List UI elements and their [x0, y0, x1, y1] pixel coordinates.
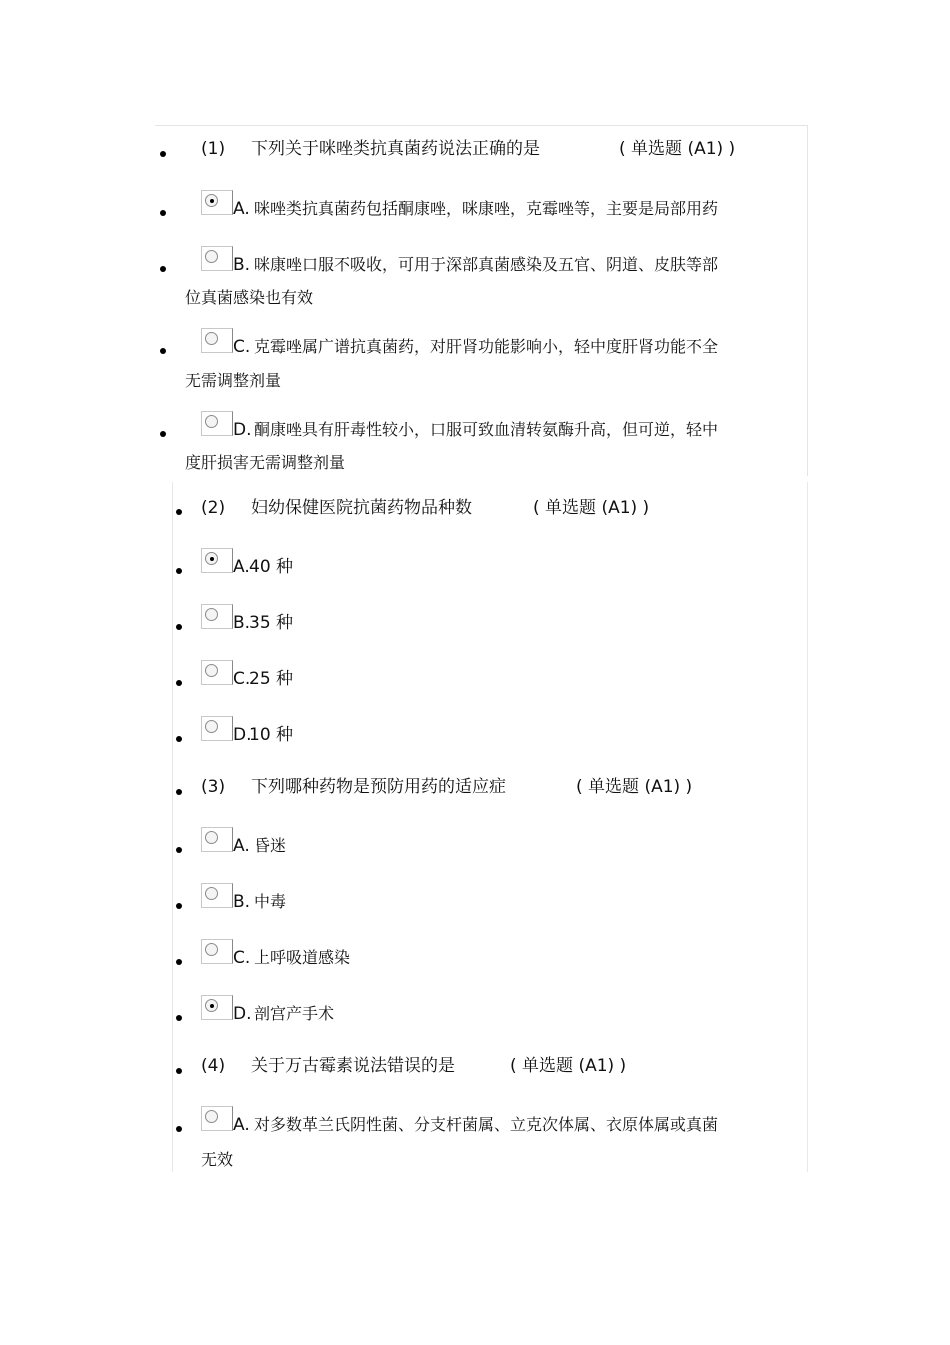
option-letter: C.	[233, 948, 251, 968]
question-stem: 下列哪种药物是预防用药的适应症	[251, 777, 506, 797]
radio-q3-b[interactable]	[201, 883, 233, 908]
radio-circle	[205, 608, 218, 621]
bullet	[176, 1015, 182, 1021]
radio-circle	[205, 415, 218, 428]
option-letter: D.	[233, 1004, 252, 1024]
radio-circle	[205, 332, 218, 345]
radio-circle	[205, 250, 218, 263]
bullet	[176, 789, 182, 795]
option-text: 克霉唑属广谱抗真菌药，对肝肾功能影响小，轻中度肝肾功能不全	[254, 337, 719, 356]
option-text: 35 种	[249, 613, 294, 633]
bullet	[176, 959, 182, 965]
question-number: (2)	[201, 498, 226, 518]
option-text-continued: 无需调整剂量	[185, 371, 282, 390]
radio-q3-a[interactable]	[201, 827, 233, 852]
option-text: 中毒	[254, 892, 287, 911]
option-letter: A.	[233, 199, 250, 219]
option-letter: C.	[233, 337, 251, 357]
radio-circle	[205, 943, 218, 956]
radio-selected-dot	[210, 1004, 214, 1008]
radio-q2-a[interactable]	[201, 548, 233, 573]
option-letter: A.	[233, 1115, 250, 1135]
option-text: 上呼吸道感染	[254, 948, 351, 967]
radio-circle	[205, 720, 218, 733]
bullet	[160, 348, 166, 354]
radio-q3-c[interactable]	[201, 939, 233, 964]
option-text: 10 种	[249, 725, 294, 745]
bullet	[176, 847, 182, 853]
option-letter: D.	[233, 725, 252, 745]
radio-q1-c[interactable]	[201, 328, 233, 353]
question-type: ( 单选题 (A1) )	[510, 1056, 627, 1076]
option-letter: C.	[233, 669, 251, 689]
radio-circle	[205, 887, 218, 900]
option-text: 咪康唑口服不吸收，可用于深部真菌感染及五官、阴道、皮肤等部	[254, 255, 719, 274]
bullet	[160, 431, 166, 437]
bullet	[176, 736, 182, 742]
radio-q2-d[interactable]	[201, 716, 233, 741]
option-text: 酮康唑具有肝毒性较小，口服可致血清转氨酶升高，但可逆，轻中	[254, 420, 719, 439]
question-type: ( 单选题 (A1) )	[619, 139, 736, 159]
question-stem: 关于万古霉素说法错误的是	[251, 1056, 455, 1076]
bullet	[176, 903, 182, 909]
option-letter: B.	[233, 255, 251, 275]
radio-q3-d[interactable]	[201, 995, 233, 1020]
radio-circle	[205, 999, 218, 1012]
bullet	[176, 624, 182, 630]
bullet	[160, 210, 166, 216]
radio-circle	[205, 194, 218, 207]
bullet	[176, 568, 182, 574]
option-letter: B.	[233, 613, 251, 633]
option-letter: D.	[233, 420, 252, 440]
bullet	[160, 266, 166, 272]
option-text: 咪唑类抗真菌药包括酮康唑，咪康唑，克霉唑等，主要是局部用药	[254, 199, 719, 218]
radio-circle	[205, 552, 218, 565]
bullet	[176, 1126, 182, 1132]
radio-selected-dot	[210, 557, 214, 561]
radio-q2-b[interactable]	[201, 604, 233, 629]
option-text: 昏迷	[254, 836, 287, 855]
option-text: 40 种	[249, 557, 294, 577]
option-text: 对多数革兰氏阴性菌、分支杆菌属、立克次体属、衣原体属或真菌	[254, 1115, 719, 1134]
bullet	[176, 509, 182, 515]
option-text-continued: 无效	[201, 1150, 234, 1169]
question-number: (3)	[201, 777, 226, 797]
radio-selected-dot	[210, 199, 214, 203]
option-letter: A.	[233, 836, 250, 856]
radio-q1-a[interactable]	[201, 190, 233, 215]
question-stem: 妇幼保健医院抗菌药物品种数	[251, 498, 472, 518]
question-number: (4)	[201, 1056, 226, 1076]
bullet	[160, 151, 166, 157]
radio-q2-c[interactable]	[201, 660, 233, 685]
option-text: 25 种	[249, 669, 294, 689]
radio-q4-a[interactable]	[201, 1106, 233, 1131]
radio-circle	[205, 831, 218, 844]
option-letter: A.	[233, 557, 250, 577]
option-text-continued: 位真菌感染也有效	[185, 288, 314, 307]
bullet	[176, 1068, 182, 1074]
radio-circle	[205, 664, 218, 677]
option-text: 剖宫产手术	[254, 1004, 335, 1023]
radio-circle	[205, 1110, 218, 1123]
radio-q1-d[interactable]	[201, 411, 233, 436]
question-number: (1)	[201, 139, 226, 159]
option-text-continued: 度肝损害无需调整剂量	[185, 453, 346, 472]
question-stem: 下列关于咪唑类抗真菌药说法正确的是	[251, 139, 540, 159]
radio-q1-b[interactable]	[201, 246, 233, 271]
question-type: ( 单选题 (A1) )	[576, 777, 693, 797]
option-letter: B.	[233, 892, 251, 912]
bullet	[176, 680, 182, 686]
question-type: ( 单选题 (A1) )	[533, 498, 650, 518]
